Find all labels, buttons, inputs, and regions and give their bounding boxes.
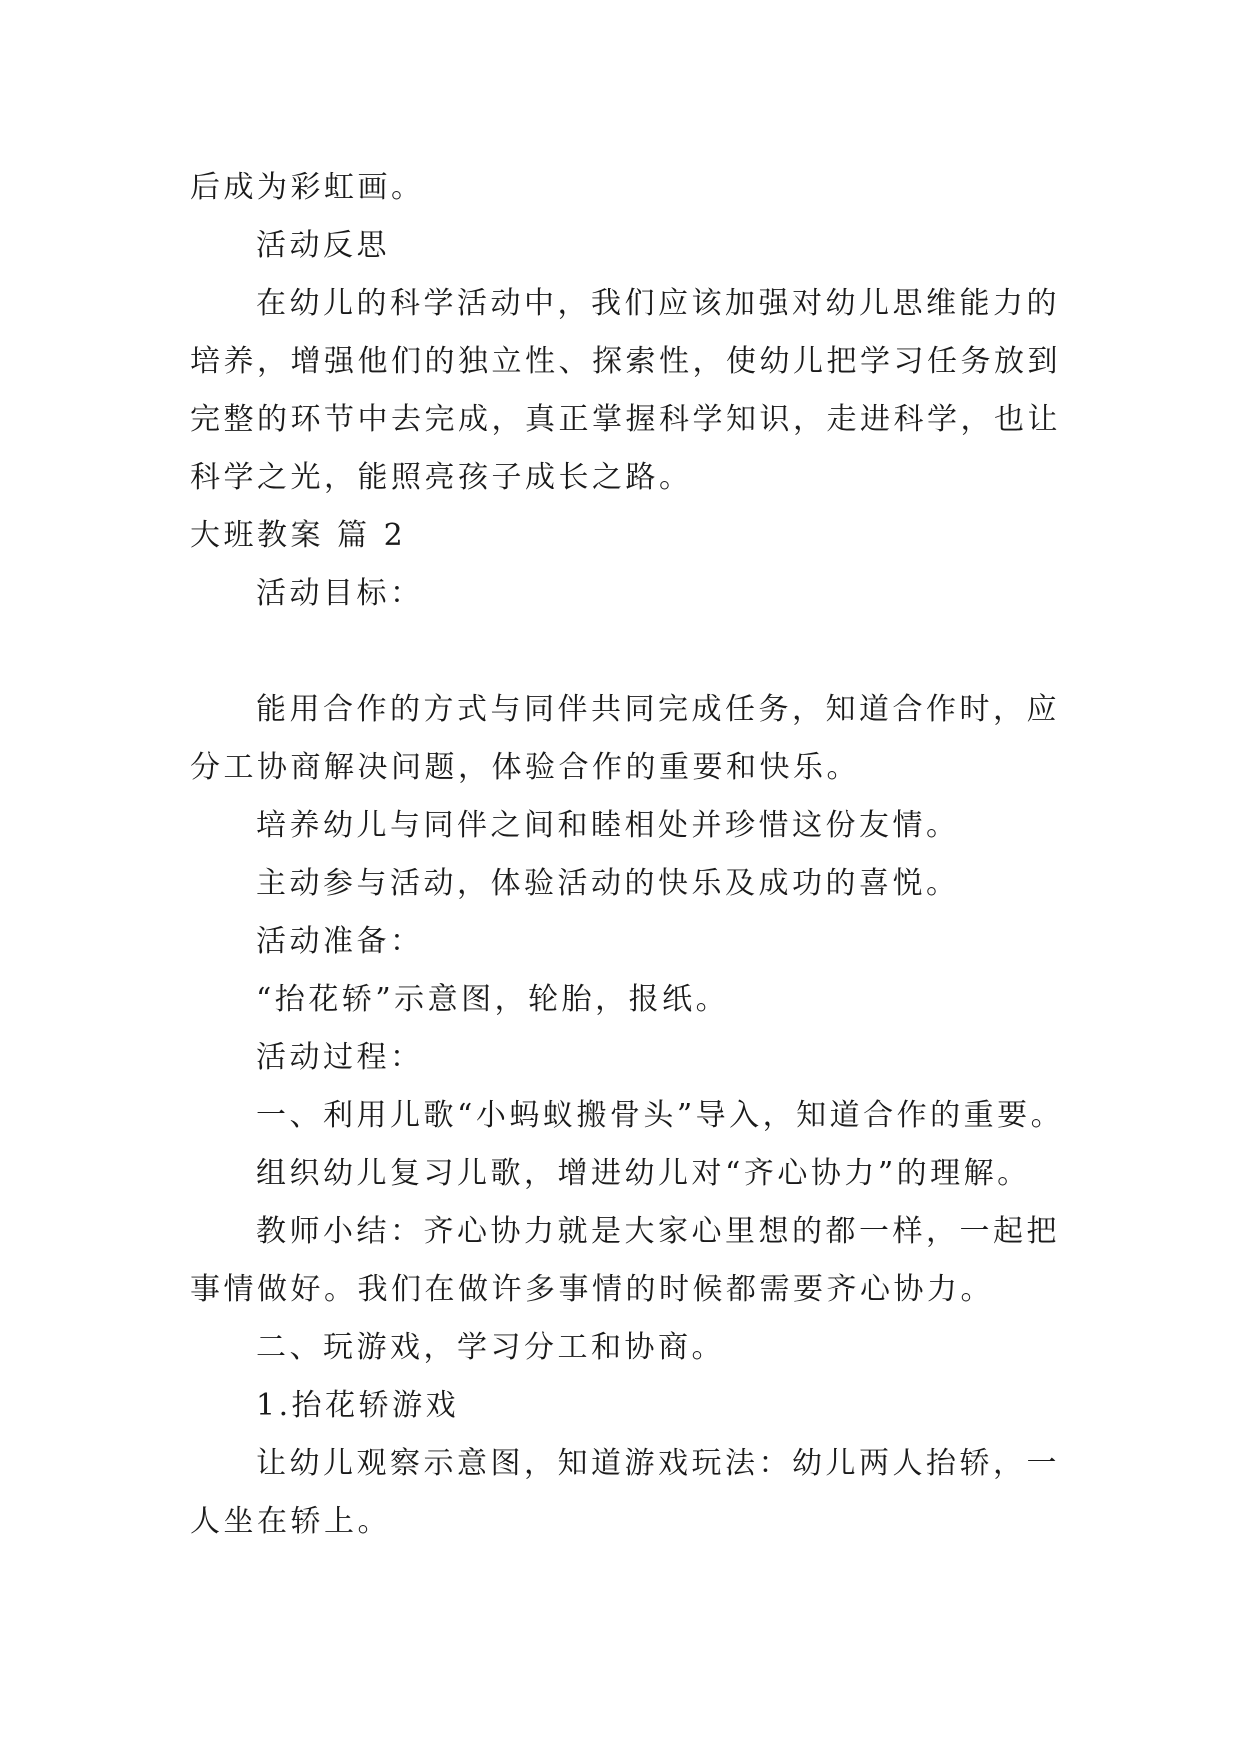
paragraph-line: 在幼儿的科学活动中，我们应该加强对幼儿思维能力的 xyxy=(256,286,1060,321)
paragraph-line: 二、玩游戏，学习分工和协商。 xyxy=(256,1330,725,1365)
section-heading: 活动目标： xyxy=(256,576,424,611)
paragraph-line: 事情做好。我们在做许多事情的时候都需要齐心协力。 xyxy=(190,1272,994,1307)
paragraph-line: 让幼儿观察示意图，知道游戏玩法：幼儿两人抬轿，一 xyxy=(256,1446,1060,1481)
section-heading: 活动准备： xyxy=(256,924,424,959)
paragraph-line: 一、利用儿歌“小蚂蚁搬骨头”导入，知道合作的重要。 xyxy=(256,1098,1065,1133)
paragraph-line: 人坐在轿上。 xyxy=(190,1504,391,1539)
chapter-title: 大班教案 篇 2 xyxy=(190,518,407,553)
section-heading: 活动过程： xyxy=(256,1040,424,1075)
paragraph-line: 完整的环节中去完成，真正掌握科学知识，走进科学，也让 xyxy=(190,402,1061,437)
paragraph-line: 能用合作的方式与同伴共同完成任务，知道合作时，应 xyxy=(256,692,1060,727)
section-heading: 活动反思 xyxy=(256,228,390,263)
paragraph-line: 培养幼儿与同伴之间和睦相处并珍惜这份友情。 xyxy=(256,808,960,843)
subsection-heading: 1.抬花轿游戏 xyxy=(256,1388,460,1423)
paragraph-line: 教师小结：齐心协力就是大家心里想的都一样，一起把 xyxy=(256,1214,1060,1249)
paragraph-line: 分工协商解决问题，体验合作的重要和快乐。 xyxy=(190,750,860,785)
paragraph-line: 主动参与活动，体验活动的快乐及成功的喜悦。 xyxy=(256,866,960,901)
paragraph-line: “抬花轿”示意图，轮胎，报纸。 xyxy=(256,982,730,1017)
text-line: 后成为彩虹画。 xyxy=(190,170,425,205)
paragraph-line: 科学之光，能照亮孩子成长之路。 xyxy=(190,460,693,495)
paragraph-line: 培养，增强他们的独立性、探索性，使幼儿把学习任务放到 xyxy=(190,344,1061,379)
paragraph-line: 组织幼儿复习儿歌，增进幼儿对“齐心协力”的理解。 xyxy=(256,1156,1031,1191)
